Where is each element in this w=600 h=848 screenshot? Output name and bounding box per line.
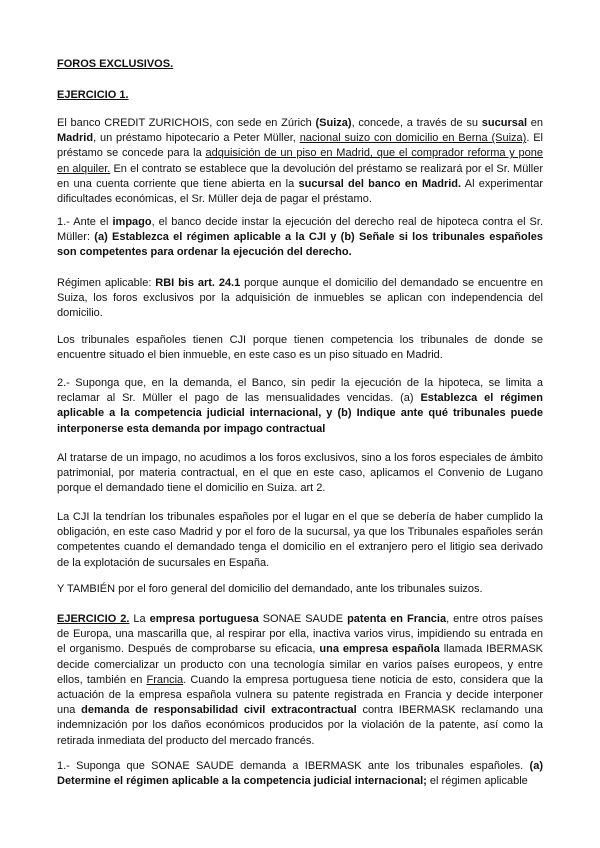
exercise-2-question-1: 1.- Suponga que SONAE SAUDE demanda a IBERMASK ante los tribunales españoles. (a) Determine el régimen aplicable a la competencia judicial internacional; el régimen aplicable (57, 760, 543, 788)
exercise-1-heading: EJERCICIO 1. (57, 89, 129, 101)
exercise-1-question-1: 1.- Ante el impago, el banco decide instar la ejecución del derecho real de hipoteca contra el Sr. Müller: (a) Establezca el régimen aplicable a la CJI y (b) Señale si los tribunales españoles son competentes para ordenar la ejecución del derecho. (57, 216, 543, 259)
exercise-2-heading: EJERCICIO 2. (57, 613, 130, 625)
exercise-1-statement: El banco CREDIT ZURICHOIS, con sede en Zúrich (Suiza), concede, a través de su sucursal en Madrid, un préstamo hipotecario a Peter Müller, nacional suizo con domicilio en Berna (Suiza). El préstamo se concede para la adquisición de un piso en Madrid, que el comprador reforma y pone en alquiler. En el contrato se establece que la devolución del préstamo se realizará por el Sr. Müller en una cuenta corriente que tiene abierta en la sucursal del banco en Madrid. Al experimentar dificultades económicas, el Sr. Müller deja de pagar el préstamo. (57, 117, 544, 206)
exercise-1-answer-general-forum: Y TAMBIÉN por el foro general del domicilio del demandado, ante los tribunales suizos. (57, 583, 483, 595)
exercise-1-answer-contract: Al tratarse de un impago, no acudimos a los foros exclusivos, sino a los foros especiales de ámbito patrimonial, por materia contractual, en el que en este caso, aplicamos el Convenio de Lugano porque el demandado tiene el domicilio en Suiza. art 2. (57, 452, 543, 495)
document-title: FOROS EXCLUSIVOS. (57, 58, 174, 70)
exercise-1-answer-competence: Los tribunales españoles tienen CJI porque tienen competencia los tribunales de donde se encuentre situado el bien inmueble, en este caso es un piso situado en Madrid. (57, 334, 543, 362)
exercise-1-answer-branch: La CJI la tendrían los tribunales españoles por el lugar en el que se debería de haber cumplido la obligación, en este caso Madrid y por el foro de la sucursal, ya que los Tribunales españoles serán competentes cuando el demandado tenga el domicilio en el extranjero pero el litigio sea derivado de la explotación de sucursales en España. (57, 511, 543, 569)
exercise-2-statement: EJERCICIO 2. La empresa portuguesa SONAE SAUDE patenta en Francia, entre otros países de Europa, una mascarilla que, al respirar por ella, inactiva varios virus, impidiendo su entrada en el organismo. Después de comprobarse su eficacia, una empresa española llamada IBERMASK decide comercializar un producto con una tecnología similar en varios países europeos, y entre ellos, también en Francia. Cuando la empresa portuguesa tiene noticia de esto, considera que la actuación de la empresa española vulnera su patente registrada en Francia y decide interponer una demanda de responsabilidad civil extracontractual contra IBERMASK reclamando una indemnización por los daños económicos producidos por la violación de la patente, así como la retirada inmediata del producto del mercado francés. (57, 613, 544, 747)
exercise-1-question-2: 2.- Suponga que, en la demanda, el Banco, sin pedir la ejecución de la hipoteca, se limita a reclamar al Sr. Müller el pago de las mensualidades vencidas. (a) Establezca el régimen aplicable a la competencia judicial internacional, y (b) Indique ante qué tribunales puede interponerse esta demanda por impago contractual (57, 377, 543, 435)
exercise-1-answer-regime: Régimen aplicable: RBI bis art. 24.1 porque aunque el domicilio del demandado se encuentre en Suiza, los foros exclusivos por la adquisición de inmuebles se aplican con independencia del domicilio. (57, 277, 543, 320)
